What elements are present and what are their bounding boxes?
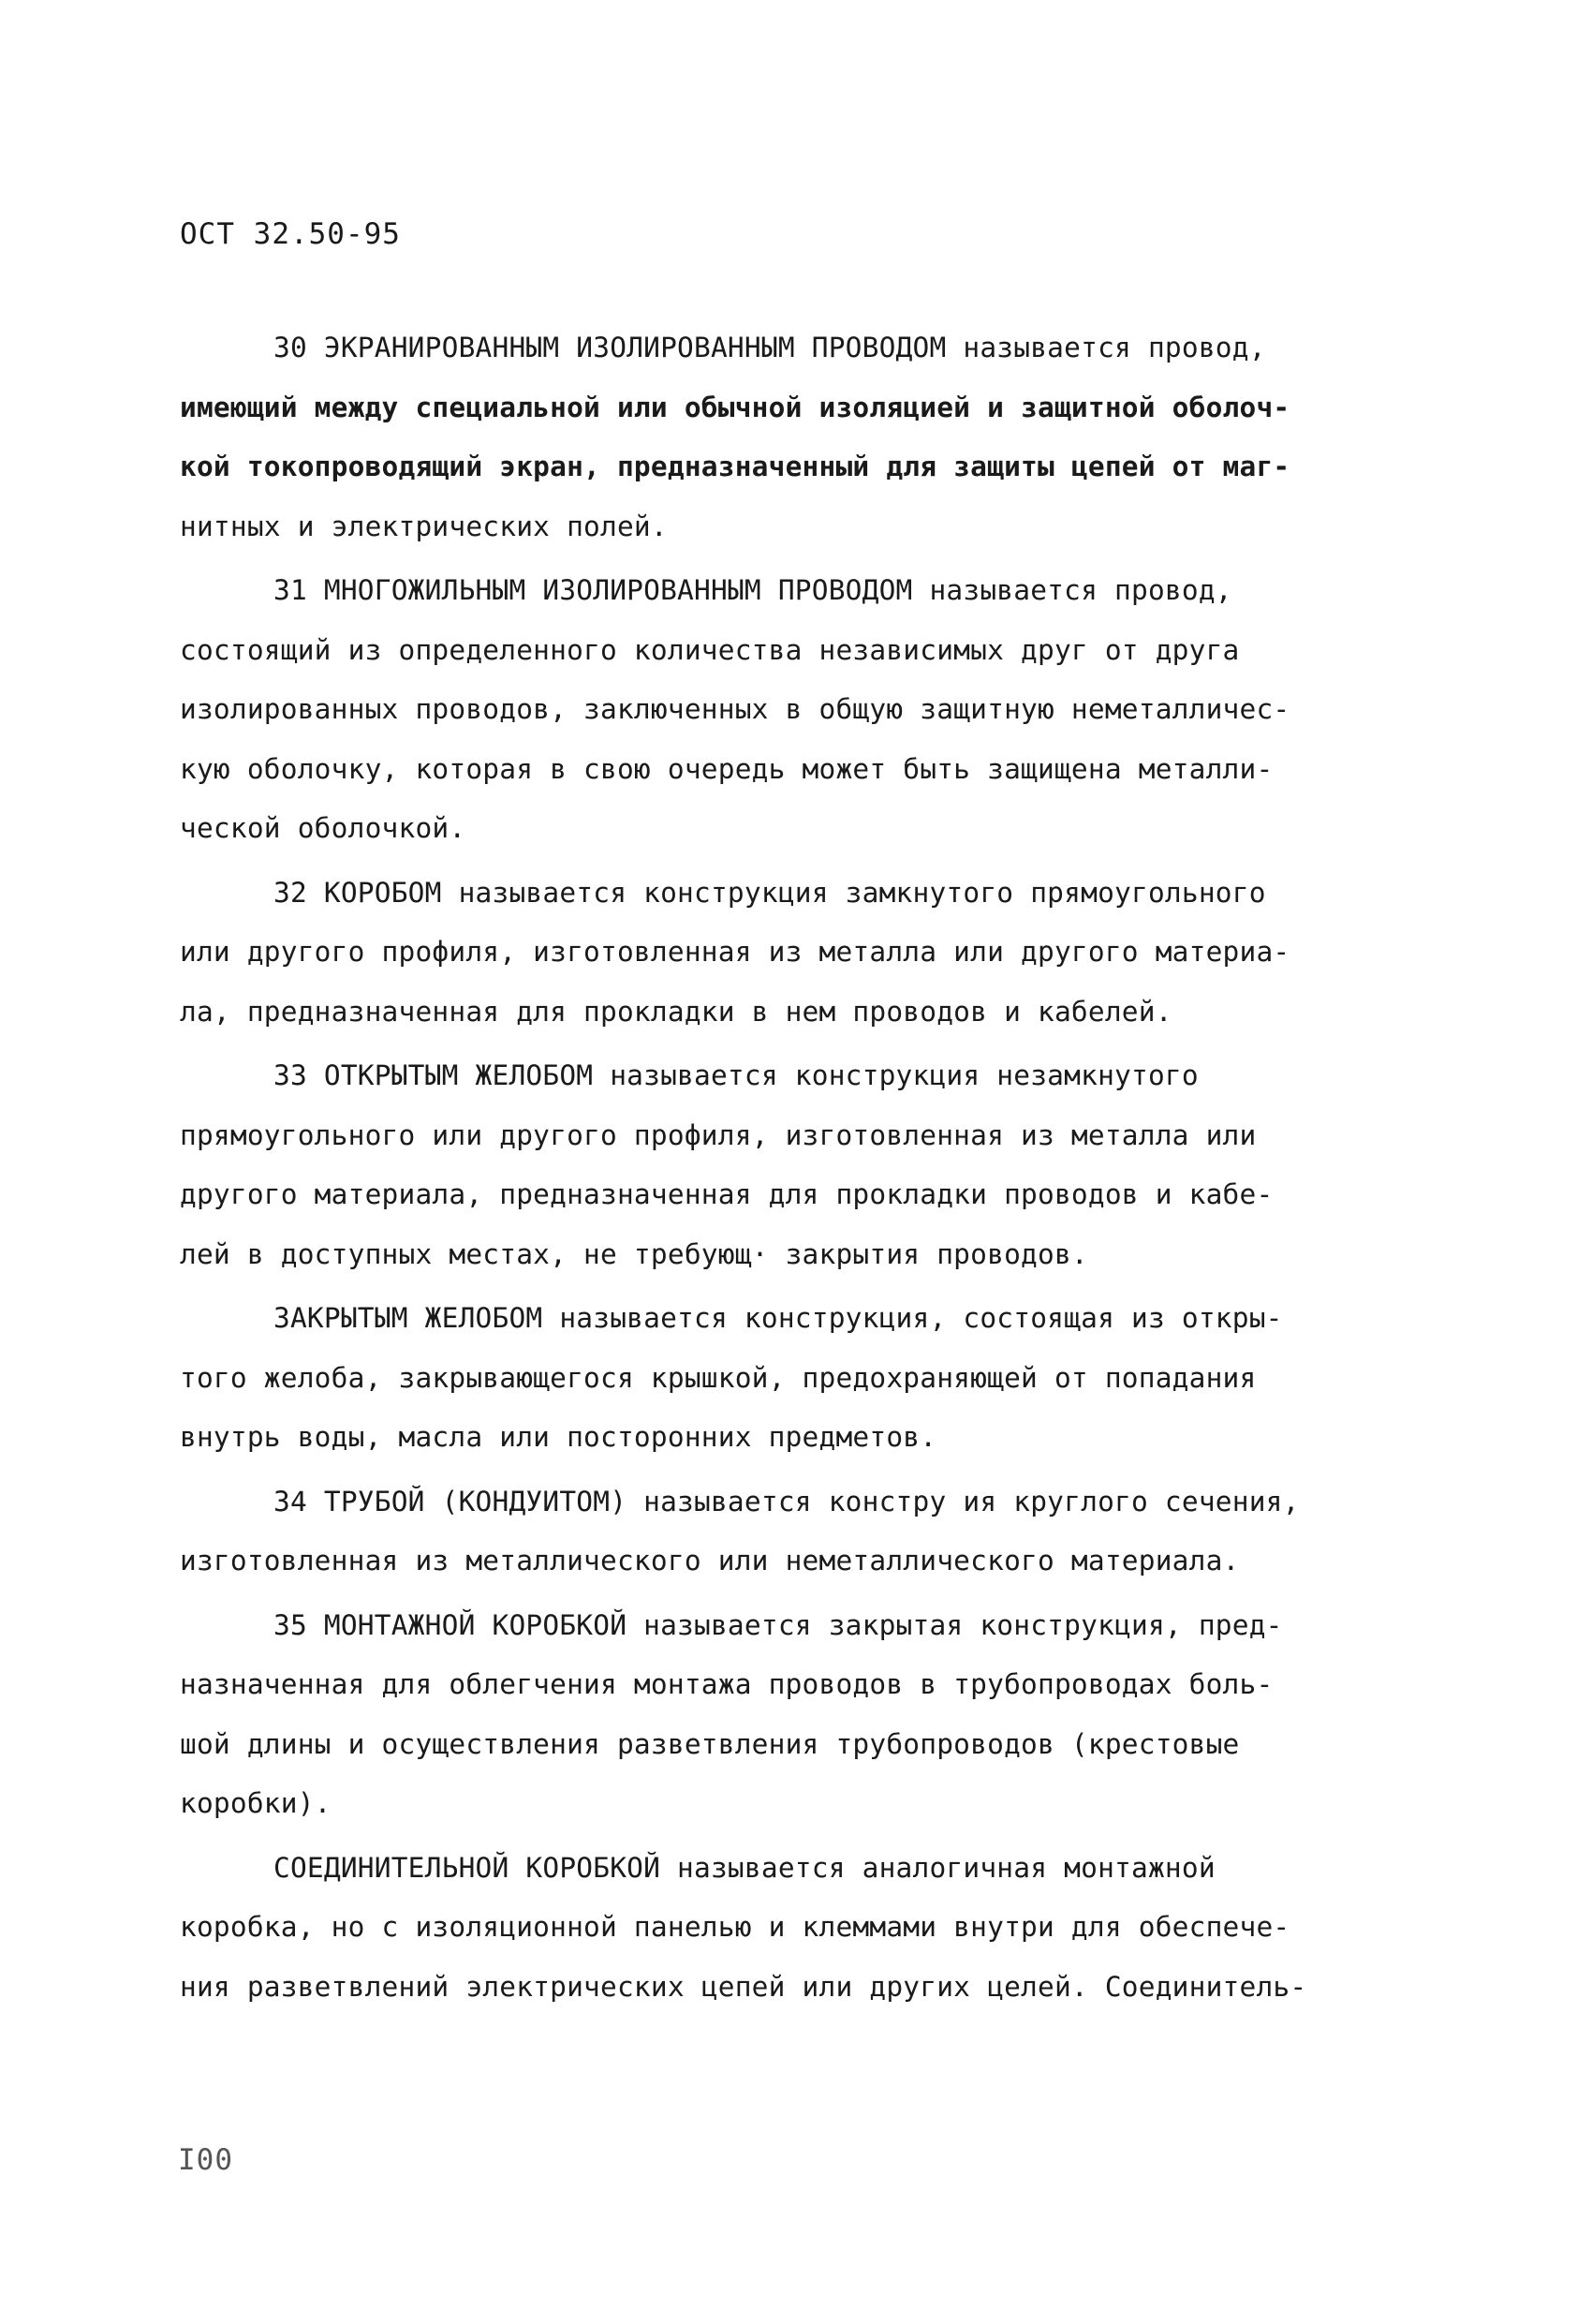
- text-line: лей в доступных местах, не требующ· закрытия проводов.: [180, 1237, 1088, 1270]
- text-line: прямоугольного или другого профиля, изготовленная из металла или: [180, 1118, 1257, 1151]
- text-line: 32 КОРОБОМ называется конструкция замкнутого прямоугольного: [273, 876, 1266, 909]
- page-number: I00: [178, 2143, 233, 2177]
- text-line: 33 ОТКРЫТЫМ ЖЕЛОБОМ называется конструкция незамкнутого: [273, 1059, 1199, 1091]
- text-line: ческой оболочкой.: [180, 812, 466, 844]
- paragraph-30: [180, 318, 1435, 556]
- text-line: кой токопроводящий экран, предназначенный для защиты цепей от маг-: [180, 451, 1290, 482]
- text-line: ния разветвлений электрических цепей или других целей. Соединитель-: [180, 1970, 1307, 2003]
- text-line: СОЕДИНИТЕЛЬНОЙ КОРОБКОЙ называется аналогичная монтажной: [273, 1851, 1216, 1884]
- text-line: назначенная для облегчения монтажа проводов в трубопроводах боль-: [180, 1668, 1274, 1700]
- text-line: внутрь воды, масла или посторонних предметов.: [180, 1421, 937, 1453]
- text-line: 35 МОНТАЖНОЙ КОРОБКОЙ называется закрытая конструкция, пред-: [273, 1608, 1283, 1641]
- text-line: того желоба, закрывающегося крышкой, предохраняющей от попадания: [180, 1361, 1257, 1394]
- paragraph-34: [180, 1473, 1435, 1591]
- text-line: 30 ЭКРАНИРОВАННЫМ ИЗОЛИРОВАННЫМ ПРОВОДОМ называется провод,: [273, 332, 1266, 363]
- text-line: 34 ТРУБОЙ (КОНДУИТОМ) называется констру ия круглого сечения,: [273, 1485, 1300, 1517]
- paragraph-33-closed-trough: [180, 1289, 1435, 1468]
- paragraph-32: [180, 864, 1435, 1043]
- text-line: или другого профиля, изготовленная из металла или другого материа-: [180, 936, 1290, 968]
- text-line: ЗАКРЫТЫМ ЖЕЛОБОМ называется конструкция, состоящая из откры-: [273, 1302, 1283, 1334]
- text-line: изготовленная из металлического или неметаллического материала.: [180, 1545, 1240, 1576]
- text-line: коробка, но с изоляционной панелью и клеммами внутри для обеспече-: [180, 1911, 1290, 1943]
- document-code: ОСТ 32.50-95: [180, 217, 401, 251]
- text-line: 31 МНОГОЖИЛЬНЫМ ИЗОЛИРОВАННЫМ ПРОВОДОМ называется провод,: [273, 574, 1232, 606]
- text-line: кую оболочку, которая в свою очередь может быть защищена металли-: [180, 752, 1274, 785]
- document-body: [180, 318, 1435, 2021]
- paragraph-33: [180, 1046, 1435, 1284]
- text-line: состоящий из определенного количества независимых друг от друга: [180, 633, 1240, 666]
- text-line: шой длины и осуществления разветвления трубопроводов (крестовые: [180, 1727, 1240, 1760]
- paragraph-31: [180, 561, 1435, 859]
- text-line: ла, предназначенная для прокладки в нем проводов и кабелей.: [180, 995, 1172, 1028]
- paragraph-35: [180, 1596, 1435, 1834]
- text-line: коробки).: [180, 1787, 332, 1819]
- text-line: имеющий между специальной или обычной изоляцией и защитной оболоч-: [180, 391, 1290, 423]
- text-line: изолированных проводов, заключенных в общую защитную неметалличес-: [180, 693, 1290, 725]
- paragraph-35-junction-box: [180, 1839, 1435, 2018]
- text-line: другого материала, предназначенная для прокладки проводов и кабе-: [180, 1178, 1274, 1210]
- text-line: нитных и электрических полей.: [180, 510, 668, 542]
